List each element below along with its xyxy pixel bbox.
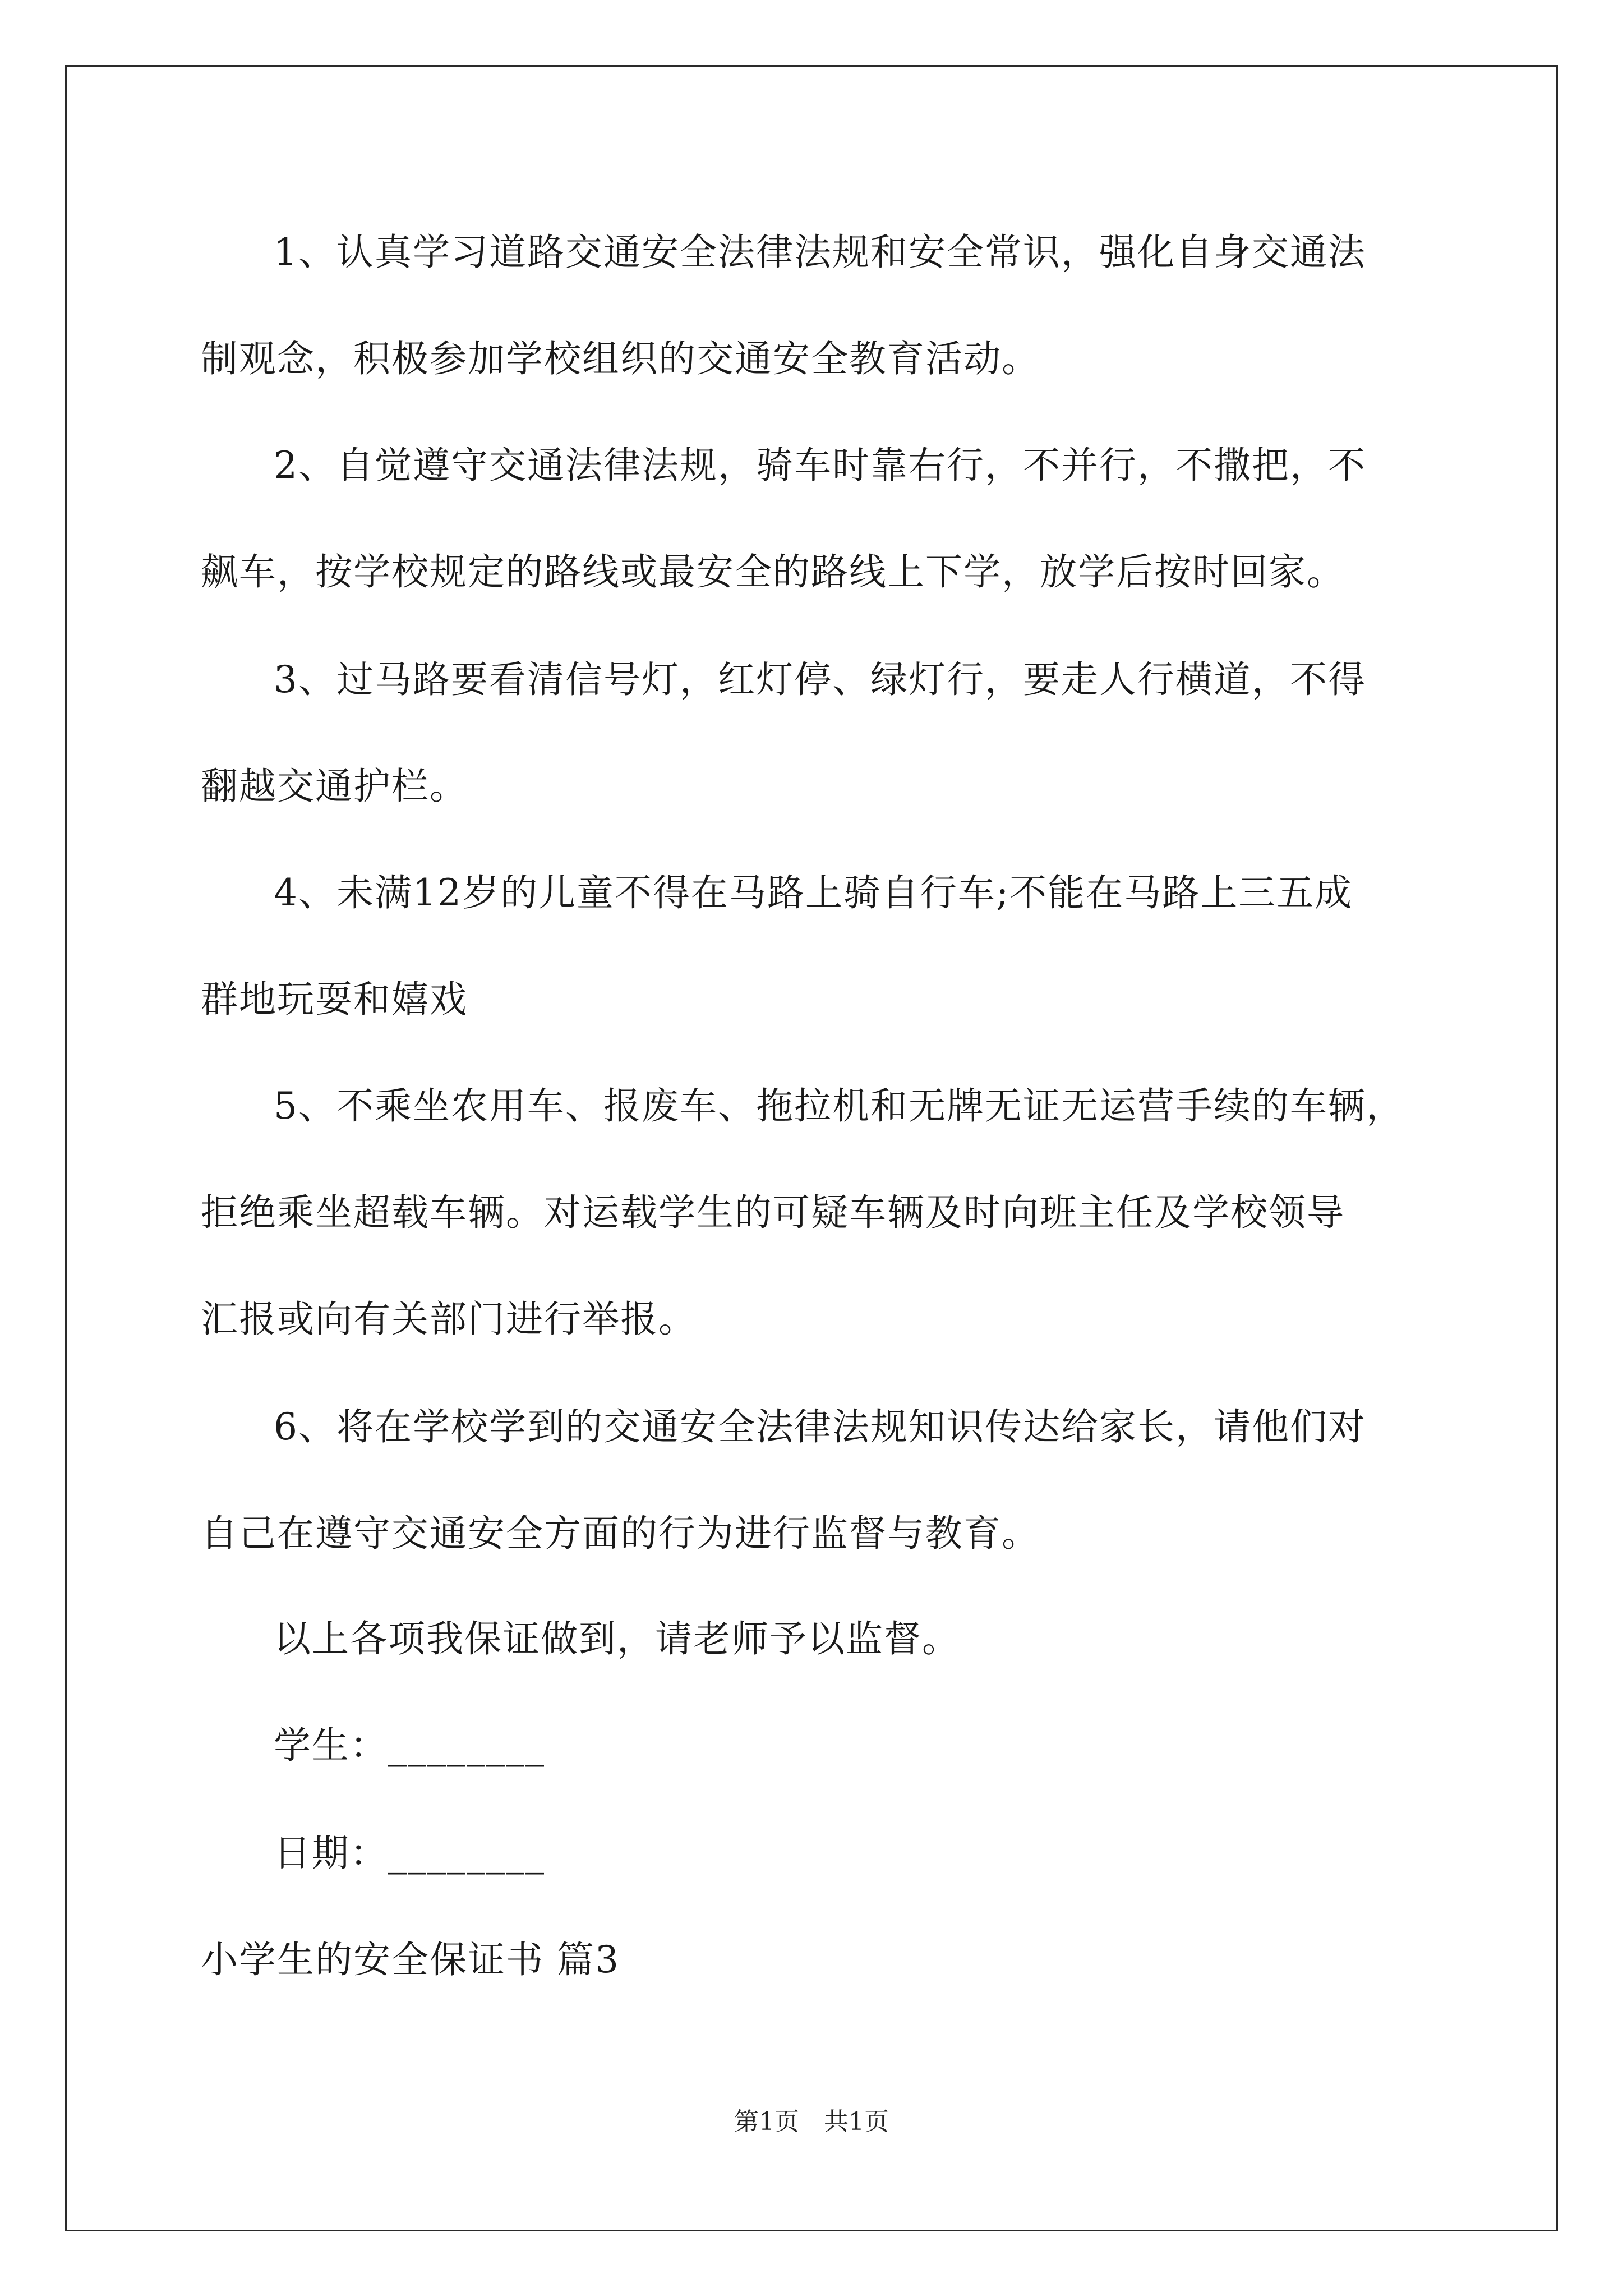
pledge-statement: 以上各项我保证做到，请老师予以监督。 [274,1617,960,1660]
paragraph-4-line-1: 4、未满12岁的儿童不得在马路上骑自行车;不能在马路上三五成 [274,871,1353,914]
paragraph-5-line-2: 拒绝乘坐超载车辆。对运载学生的可疑车辆及时向班主任及学校领导 [201,1191,1345,1234]
paragraph-2-line-1: 2、自觉遵守交通法律法规，骑车时靠右行，不并行，不撒把，不 [274,444,1366,487]
page-footer: 第1页 共1页 [734,2108,889,2136]
student-signature-line: 学生：________ [274,1724,545,1767]
paragraph-3-line-2: 翻越交通护栏。 [201,765,468,808]
paragraph-1-line-2: 制观念，积极参加学校组织的交通安全教育活动。 [201,337,1040,380]
paragraph-5-line-1: 5、不乘坐农用车、报废车、拖拉机和无牌无证无运营手续的车辆， [274,1084,1404,1128]
section-title: 小学生的安全保证书 篇3 [201,1938,620,1981]
paragraph-6-line-1: 6、将在学校学到的交通安全法律法规知识传达给家长，请他们对 [274,1405,1366,1448]
paragraph-4-line-2: 群地玩耍和嬉戏 [201,978,468,1021]
paragraph-3-line-1: 3、过马路要看清信号灯，红灯停、绿灯行，要走人行横道，不得 [274,658,1366,701]
paragraph-5-line-3: 汇报或向有关部门进行举报。 [201,1297,697,1341]
date-signature-line: 日期：________ [274,1832,545,1875]
paragraph-2-line-2: 飙车，按学校规定的路线或最安全的路线上下学，放学后按时回家。 [201,550,1345,593]
page-border [65,65,1558,2231]
paragraph-6-line-2: 自己在遵守交通安全方面的行为进行监督与教育。 [201,1512,1040,1555]
paragraph-1-line-1: 1、认真学习道路交通安全法律法规和安全常识，强化自身交通法 [274,231,1366,274]
